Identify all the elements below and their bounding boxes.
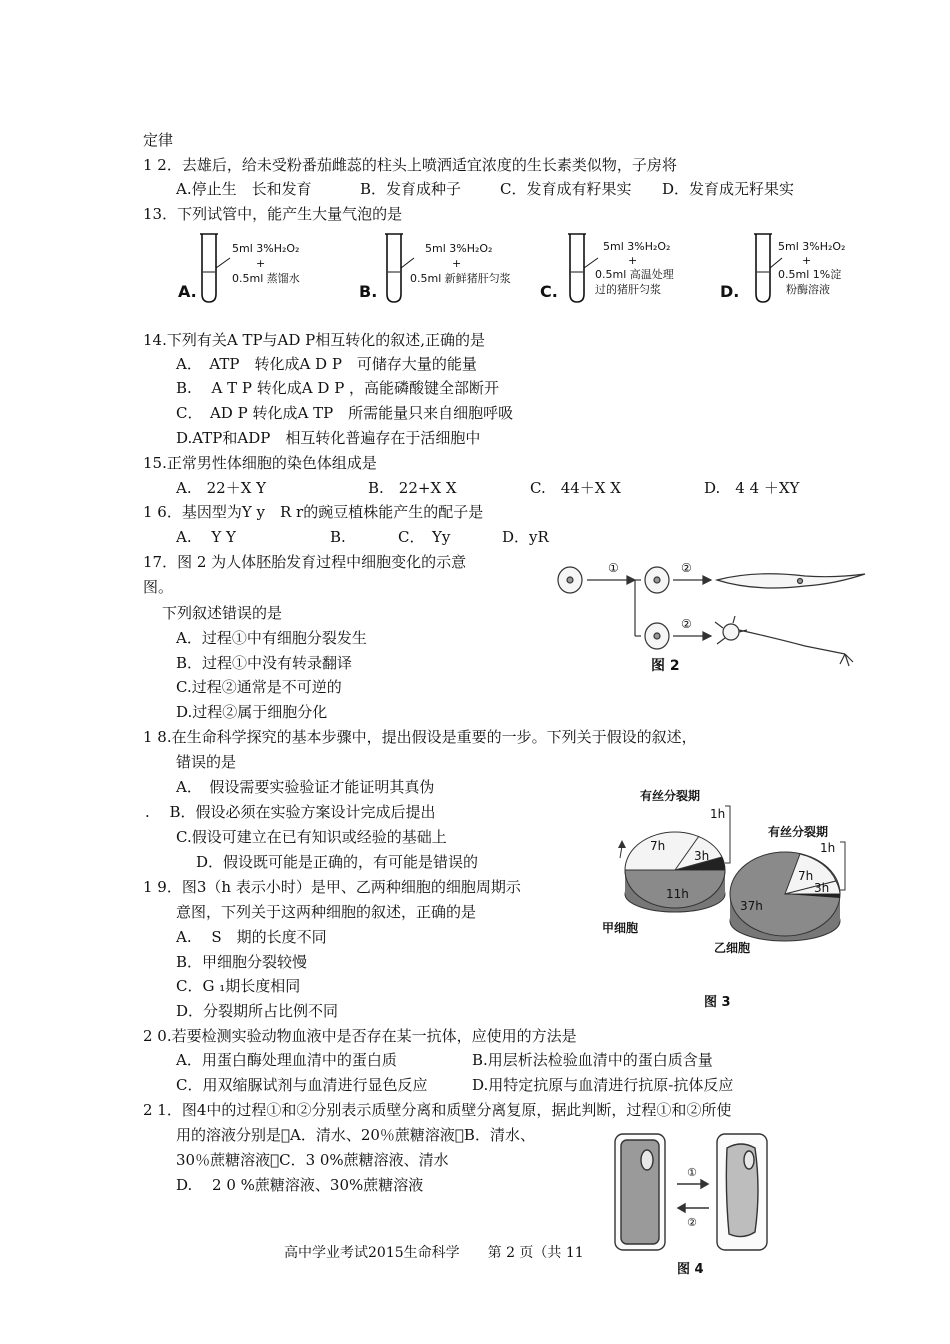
jia-mitosis-label: 有丝分裂期 [640,789,701,803]
q19-option-b: B．甲细胞分裂较慢 [176,953,308,971]
fig2-step2-label-top: ② [681,561,692,575]
yi-seg-3h: 3h [814,881,830,895]
q18-stem-line1: 1 8.在生命科学探究的基本步骤中，提出假设是重要的一步。下列关于假设的叙述， [143,728,697,746]
q21-stem-line4: D. 2 0 %蔗糖溶液、30%蔗糖溶液 [176,1176,424,1194]
q17-stem-line1: 17．图 2 为人体胚胎发育过程中细胞变化的示意 [143,553,467,571]
q16-option-a: A. Y Y [176,528,236,546]
jia-seg-7h: 7h [650,839,666,853]
q17-option-b: B．过程①中没有转录翻译 [176,654,353,672]
tube-a-letter: A. [178,282,197,301]
tube-d-top: 5ml 3%H₂O₂ [778,240,846,253]
yi-mitosis-label: 有丝分裂期 [768,825,829,839]
tube-d-bottom2: 粉酶溶液 [786,283,830,296]
fig2-step1-label: ① [608,561,619,575]
tube-c-bottom2: 过的猪肝匀浆 [595,283,661,296]
jia-seg-3h: 3h [694,849,710,863]
q13-stem: 13．下列试管中，能产生大量气泡的是 [143,205,403,223]
tube-a-bottom1: 0.5ml 蒸馏水 [232,272,300,285]
q21-stem-line3: 30％蔗糖溶液 C．3 0%蔗糖溶液、清水 [176,1151,449,1169]
jia-seg-1h: 1h [710,807,726,821]
q20-option-b: B.用层析法检验血清中的蛋白质含量 [472,1051,713,1069]
tube-b-bottom1: 0.5ml 新鲜猪肝匀浆 [410,272,511,285]
jia-seg-11h: 11h [666,887,689,901]
tube-d-plus: + [802,254,812,267]
tube-a-plus: + [256,257,266,270]
q20-option-a: A．用蛋白酶处理血清中的蛋白质 [176,1051,397,1069]
q14-option-c: C． AD P 转化成A TP 所需能量只来自细胞呼吸 [176,404,514,422]
cell-yi-pie [714,824,845,955]
q12-option-a: A.停止生 长和发育 [176,180,312,198]
tube-d-bottom1: 0.5ml 1%淀 [778,268,842,281]
q16-option-c: C． Yy [398,528,451,546]
fig2-caption: 图 2 [651,658,680,674]
fig3-caption: 图 3 [704,995,731,1010]
yi-cell-name: 乙细胞 [714,941,751,955]
test-tubes-figure [170,228,850,308]
tube-c-plus: + [628,254,638,267]
tube-b-top: 5ml 3%H₂O₂ [425,242,493,255]
yi-seg-1h: 1h [820,841,836,855]
fig4-step2-label: ② [687,1216,697,1229]
q17-option-a: A．过程①中有细胞分裂发生 [176,629,367,647]
q20-stem: 2 0.若要检测实验动物血液中是否存在某一抗体，应使用的方法是 [143,1027,577,1045]
q16-stem: 1 6．基因型为Y y R r的豌豆植株能产生的配子是 [143,503,484,521]
q19-option-d: D．分裂期所占比例不同 [176,1002,339,1020]
q18-option-c: C.假设可建立在已有知识或经验的基础上 [176,828,447,846]
q12-stem: 1 2．去雄后，给未受粉番茄雌蕊的柱头上喷洒适宜浓度的生长素类似物，子房将 [143,156,677,174]
fig4-caption: 图 4 [677,1262,704,1277]
q17-option-d: D.过程②属于细胞分化 [176,703,328,721]
tube-c-bottom1: 0.5ml 高温处理 [595,268,674,281]
q17-stem-line3: 下列叙述错误的是 [162,604,283,622]
q14-option-b: B. A T P 转化成A D P ，高能磷酸键全部断开 [176,379,500,397]
q19-stem-line1: 1 9．图3（h 表示小时）是甲、乙两种细胞的细胞周期示 [143,878,521,896]
test-tube-b [359,234,511,302]
q15-option-a: A. 22＋X Y [176,479,267,497]
q12-option-b: B．发育成种子 [360,180,462,198]
page-footer: 高中学业考试2015生命科学 第 2 页（共 11 [284,1245,584,1261]
tube-b-letter: B. [359,282,378,301]
q18-option-a: A． 假设需要实验验证才能证明其真伪 [176,778,435,796]
carry-over-text: 定律 [143,131,174,149]
q19-option-c: C．G ₁期长度相同 [176,977,301,995]
tube-c-top: 5ml 3%H₂O₂ [603,240,671,253]
tube-b-plus: + [452,257,462,270]
q17-stem-line2: 图。 [143,578,174,596]
q18-option-b: . B．假设必须在实验方案设计完成后提出 [145,803,436,821]
q19-option-a: A. S 期的长度不同 [176,928,327,946]
q14-option-d: D.ATP和ADP 相互转化普遍存在于活细胞中 [176,429,481,447]
jia-cell-name: 甲细胞 [602,921,639,935]
yi-seg-37h: 37h [740,899,763,913]
tube-c-letter: C. [540,282,558,301]
q20-option-d: D.用特定抗原与血清进行抗原-抗体反应 [472,1076,734,1094]
cell-jia-pie [602,788,730,935]
tube-d-letter: D. [720,282,740,301]
q21-stem-line2: 用的溶液分别是 A．清水、20％蔗糖溶液 B．清水、 [176,1126,535,1144]
q16-option-d: D．yR [502,528,549,546]
q12-option-c: C．发育成有籽果实 [500,180,632,198]
q12-option-d: D．发育成无籽果实 [662,180,795,198]
q15-stem: 15.正常男性体细胞的染色体组成是 [143,454,377,472]
q15-option-b: B. 22+X X [368,479,457,497]
q15-option-c: C. 44＋X X [530,479,621,497]
q17-option-c: C.过程②通常是不可逆的 [176,678,342,696]
tube-a-top: 5ml 3%H₂O₂ [232,242,300,255]
q16-option-b: B. [330,528,346,546]
q18-option-d: D．假设既可能是正确的，有可能是错误的 [196,853,479,871]
q15-option-d: D. 4 4 ＋XY [704,479,800,497]
q21-stem-line1: 2 1．图4中的过程①和②分别表示质壁分离和质壁分离复原，据此判断，过程①和②所使 [143,1101,732,1119]
test-tube-a [178,234,300,302]
figure-2-cell-differentiation [555,558,875,680]
fig4-step1-label: ① [687,1166,697,1179]
test-tube-d [720,234,845,302]
test-tube-c [540,234,674,302]
yi-seg-7h: 7h [798,869,814,883]
fig2-step2-label-bottom: ② [681,617,692,631]
q20-option-c: C．用双缩脲试剂与血清进行显色反应 [176,1076,428,1094]
q18-stem-line2: 错误的是 [176,753,237,771]
q19-stem-line2: 意图，下列关于这两种细胞的叙述，正确的是 [176,903,477,921]
figure-4-plasmolysis [605,1130,785,1280]
q14-option-a: A． ATP 转化成A D P 可储存大量的能量 [176,355,477,373]
figure-3-cell-cycles [600,786,850,1016]
q14-stem: 14.下列有关A TP与AD P相互转化的叙述,正确的是 [143,331,486,349]
